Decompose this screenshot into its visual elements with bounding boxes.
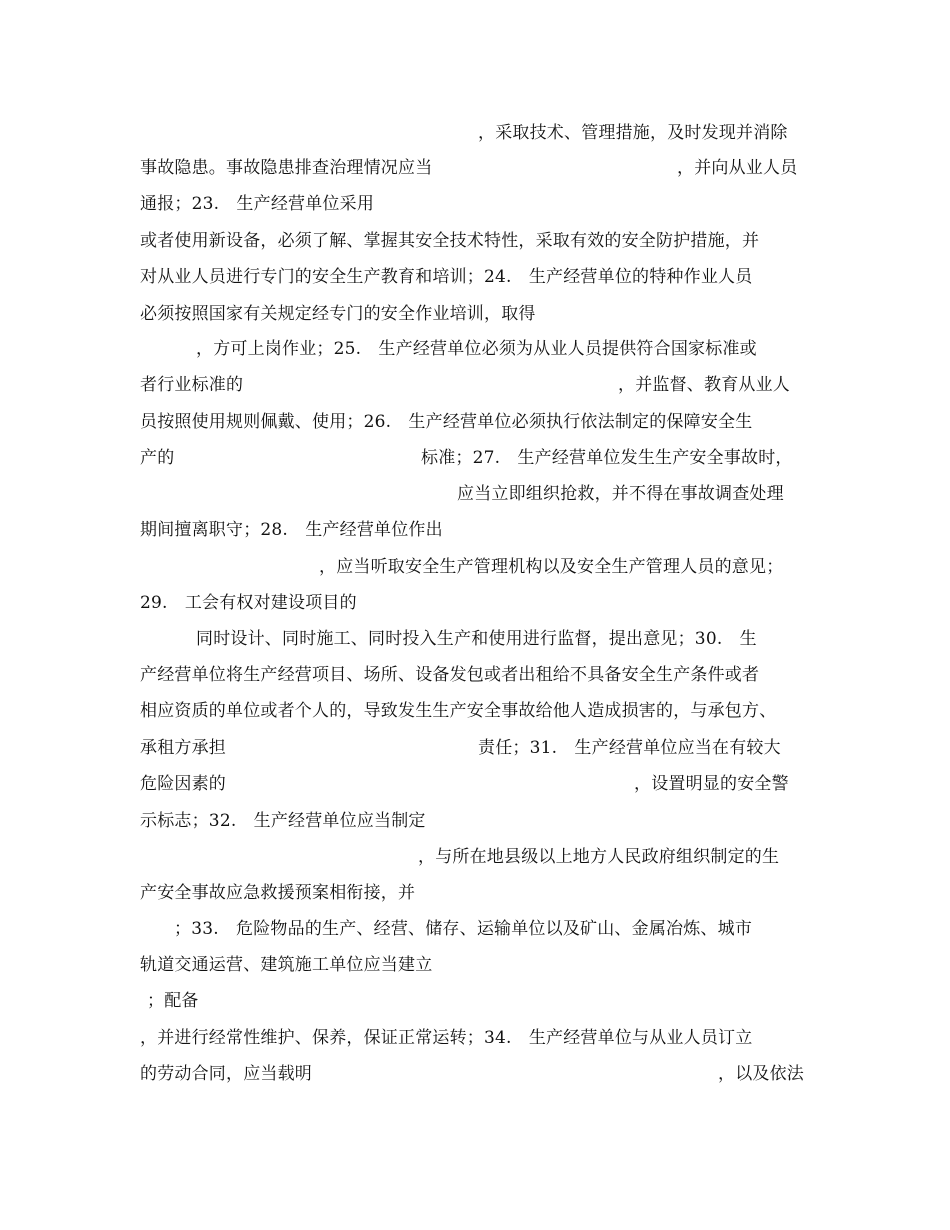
text-line: ，并进行经常性维护、保养，保证正常运转；34. 生产经营单位与从业人员订立 [140,1028,753,1048]
text-line: 产的 [140,448,175,468]
text-line: 必须按照国家有关规定经专门的安全作业培训，取得 [140,304,536,324]
text-line: ；33. 危险物品的生产、经营、储存、运输单位以及矿山、金属冶炼、城市 [174,919,753,939]
text-line: 危险因素的 [140,774,226,794]
text-line: ，设置明显的安全警 [634,774,789,794]
text-line: 示标志；32. 生产经营单位应当制定 [140,811,426,831]
text-line: ，并监督、教育从业人 [618,375,790,395]
text-line: 者行业标准的 [140,375,244,395]
text-line: ，采取技术、管理措施，及时发现并消除 [478,123,788,143]
text-line: 通报；23. 生产经营单位采用 [140,194,375,214]
text-line: 或者使用新设备，必须了解、掌握其安全技术特性，采取有效的安全防护措施，并 [140,231,760,251]
text-line: 期间擅离职守；28. 生产经营单位作出 [140,520,443,540]
text-line: 承租方承担 [140,738,226,758]
text-line: 事故隐患。事故隐患排查治理情况应当 [140,158,433,178]
text-line: 29. 工会有权对建设项目的 [140,593,357,613]
text-line: 相应资质的单位或者个人的，导致发生生产安全事故给他人造成损害的，与承包方、 [140,701,777,721]
text-line: ，以及依法 [718,1064,804,1084]
text-line: ；配备 [147,991,199,1011]
text-line: 产经营单位将生产经营项目、场所、设备发包或者出租给不具备安全生产条件或者 [140,665,760,685]
text-line: 责任；31. 生产经营单位应当在有较大 [478,738,781,758]
text-line: 的劳动合同，应当载明 [140,1064,312,1084]
text-line: ，应当听取安全生产管理机构以及安全生产管理人员的意见； [319,557,784,577]
text-line: ，与所在地县级以上地方人民政府组织制定的生 [418,847,780,867]
text-line: 同时设计、同时施工、同时投入生产和使用进行监督，提出意见；30. 生 [196,629,757,649]
text-line: 轨道交通运营、建筑施工单位应当建立 [140,955,433,975]
text-line: 对从业人员进行专门的安全生产教育和培训；24. 生产经营单位的特种作业人员 [140,267,753,287]
text-line: 应当立即组织抢救，并不得在事故调查处理 [457,484,784,504]
text-line: 产安全事故应急救援预案相衔接，并 [140,883,416,903]
text-line: 员按照使用规则佩戴、使用；26. 生产经营单位必须执行依法制定的保障安全生 [140,412,753,432]
text-line: ，并向从业人员 [677,158,798,178]
text-line: 标准；27. 生产经营单位发生生产安全事故时， [421,448,793,468]
text-line: ，方可上岗作业；25. 生产经营单位必须为从业人员提供符合国家标准或 [196,339,757,359]
